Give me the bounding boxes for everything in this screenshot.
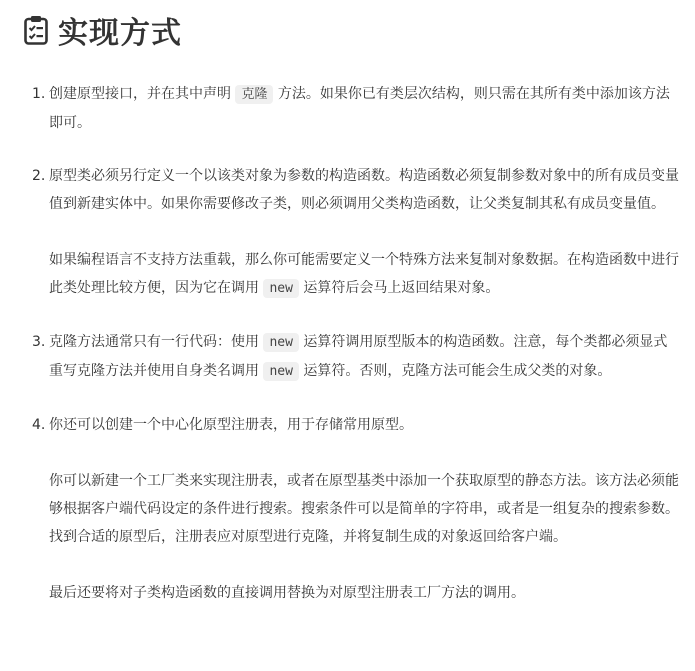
step-text: 原型类必须另行定义一个以该类对象为参数的构造函数。构造函数必须复制参数对象中的所有成员变量值到新建实体中。如果你需要修改子类，则必须调用父类构造函数，让父类复制其私有成员变量值。	[49, 168, 679, 212]
text-segment: 克隆方法通常只有一行代码：使用	[49, 334, 259, 350]
step-text: 你可以新建一个工厂类来实现注册表，或者在原型基类中添加一个获取原型的静态方法。该方法必须能够根据客户端代码设定的条件进行搜索。搜索条件可以是简单的字符串，或者是一组复杂的搜索参数。找到合适的原型后，注册表应对原型进行克隆，并将复制生成的对象返回给客户端。	[49, 473, 679, 545]
text-segment: 运算符后会马上返回结果对象。	[303, 280, 500, 296]
text-segment: 如果编程语言不支持方法重载，那么你可能需要定义一个特殊方法来复制对象数据。在构造函数中进行此类处理比较方便，因为它在调用	[49, 252, 679, 296]
text-segment: 方法。如果你已有类层次结构，则只需在其所有类中添加该方法即可。	[49, 86, 670, 131]
inline-code: new	[263, 279, 298, 298]
step-text	[49, 246, 681, 303]
step-1	[24, 80, 681, 137]
step-text: 最后还要将对子类构造函数的直接调用替换为对原型注册表工厂方法的调用。	[49, 585, 525, 601]
inline-code: 克隆	[235, 85, 273, 104]
step-number: 3.	[32, 334, 46, 350]
step-3	[24, 328, 681, 386]
section-header	[24, 10, 681, 50]
step-number: 2.	[32, 168, 46, 184]
text-segment: 运算符。否则，克隆方法可能会生成父类的对象。	[303, 363, 612, 379]
inline-code: new	[263, 333, 298, 352]
step-number: 1.	[32, 86, 46, 102]
step-text	[49, 80, 681, 137]
text-segment: 创建原型接口，并在其中声明	[49, 86, 231, 102]
step-number: 4.	[32, 417, 46, 433]
steps-list	[24, 80, 681, 607]
clipboard-checklist-icon	[24, 15, 48, 45]
step-4	[24, 411, 681, 607]
text-segment: 运算符调用原型版本的构造函数。注意，每个类都必须显式重写克隆方法并使用自身类名调用	[49, 334, 668, 379]
step-text	[49, 328, 681, 386]
step-text: 你还可以创建一个中心化原型注册表，用于存储常用原型。	[49, 417, 413, 433]
page-title: 实现方式	[58, 16, 182, 51]
step-2	[24, 162, 681, 303]
inline-code: new	[263, 362, 298, 381]
